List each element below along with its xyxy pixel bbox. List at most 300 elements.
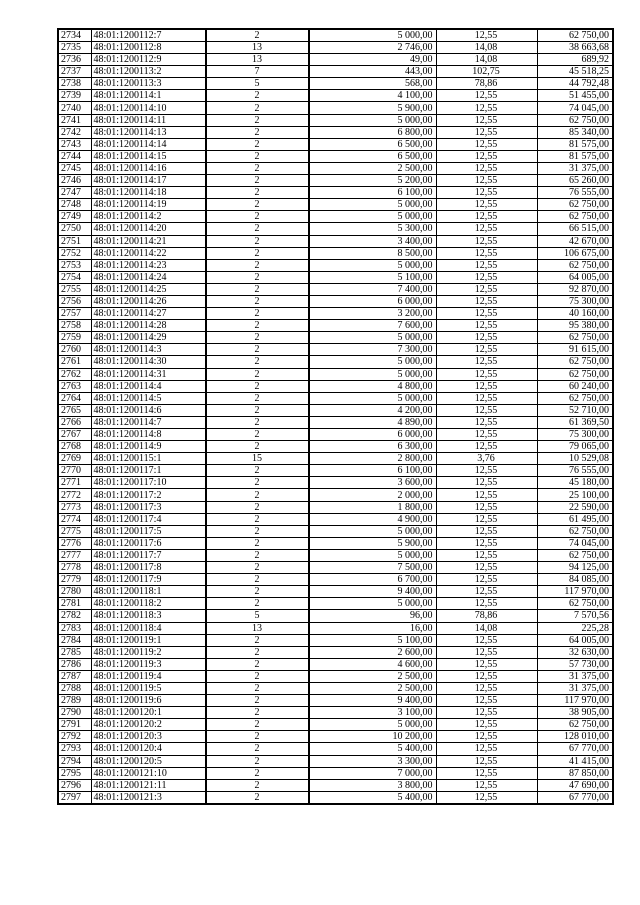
cadastral-number-cell: 48:01:1200114:11: [91, 114, 206, 126]
table-row: [58, 429, 613, 441]
row-number-cell: 2765: [58, 404, 91, 416]
table-row: [58, 295, 613, 307]
group-code-cell: 13: [206, 42, 309, 54]
row-number-cell: 2783: [58, 622, 91, 634]
area-cell: 7 600,00: [309, 320, 436, 332]
rate-cell: 12,55: [436, 102, 537, 114]
rate-cell: 12,55: [436, 114, 537, 126]
group-code-cell: 2: [206, 501, 309, 513]
cadastral-value-cell: 128 010,00: [537, 731, 613, 743]
rate-cell: 12,55: [436, 598, 537, 610]
cadastral-number-cell: 48:01:1200114:21: [91, 235, 206, 247]
row-number-cell: 2749: [58, 211, 91, 223]
cadastral-number-cell: 48:01:1200119:4: [91, 670, 206, 682]
row-number-cell: 2794: [58, 755, 91, 767]
area-cell: 3 100,00: [309, 707, 436, 719]
row-number-cell: 2796: [58, 779, 91, 791]
table-row: [58, 162, 613, 174]
cadastral-value-cell: 62 750,00: [537, 259, 613, 271]
group-code-cell: 2: [206, 283, 309, 295]
row-number-cell: 2739: [58, 90, 91, 102]
table-row: [58, 525, 613, 537]
group-code-cell: 2: [206, 90, 309, 102]
rate-cell: 12,55: [436, 779, 537, 791]
row-number-cell: 2770: [58, 465, 91, 477]
group-code-cell: 2: [206, 791, 309, 804]
group-code-cell: 2: [206, 235, 309, 247]
area-cell: 5 000,00: [309, 392, 436, 404]
row-number-cell: 2788: [58, 682, 91, 694]
area-cell: 5 000,00: [309, 114, 436, 126]
cadastral-value-cell: 74 045,00: [537, 537, 613, 549]
area-cell: 3 200,00: [309, 308, 436, 320]
area-cell: 8 500,00: [309, 247, 436, 259]
table-row: [58, 562, 613, 574]
cadastral-number-cell: 48:01:1200114:20: [91, 223, 206, 235]
rate-cell: 12,55: [436, 586, 537, 598]
cadastral-number-cell: 48:01:1200114:28: [91, 320, 206, 332]
group-code-cell: 2: [206, 126, 309, 138]
cadastral-number-cell: 48:01:1200117:4: [91, 513, 206, 525]
area-cell: 7 000,00: [309, 767, 436, 779]
group-code-cell: 2: [206, 368, 309, 380]
rate-cell: 12,55: [436, 247, 537, 259]
cadastral-value-cell: 61 369,50: [537, 416, 613, 428]
cadastral-number-cell: 48:01:1200117:8: [91, 562, 206, 574]
table-row: [58, 223, 613, 235]
group-code-cell: 2: [206, 549, 309, 561]
rate-cell: 12,55: [436, 670, 537, 682]
cadastral-value-cell: 65 260,00: [537, 175, 613, 187]
group-code-cell: 2: [206, 682, 309, 694]
row-number-cell: 2792: [58, 731, 91, 743]
rate-cell: 12,55: [436, 332, 537, 344]
rate-cell: 12,55: [436, 259, 537, 271]
table-row: [58, 90, 613, 102]
table-row: [58, 682, 613, 694]
area-cell: 5 000,00: [309, 368, 436, 380]
rate-cell: 12,55: [436, 501, 537, 513]
row-number-cell: 2782: [58, 610, 91, 622]
group-code-cell: 2: [206, 308, 309, 320]
rate-cell: 12,55: [436, 767, 537, 779]
group-code-cell: 2: [206, 320, 309, 332]
area-cell: 4 100,00: [309, 90, 436, 102]
cadastral-number-cell: 48:01:1200117:3: [91, 501, 206, 513]
table-row: [58, 513, 613, 525]
row-number-cell: 2779: [58, 574, 91, 586]
group-code-cell: 13: [206, 622, 309, 634]
table-row: [58, 743, 613, 755]
table-row: [58, 368, 613, 380]
rate-cell: 3,76: [436, 453, 537, 465]
cadastral-value-cell: 84 085,00: [537, 574, 613, 586]
cadastral-value-cell: 62 750,00: [537, 332, 613, 344]
area-cell: 3 400,00: [309, 235, 436, 247]
cadastral-value-cell: 62 750,00: [537, 199, 613, 211]
cadastral-number-cell: 48:01:1200112:7: [91, 29, 206, 42]
table-row: [58, 54, 613, 66]
table-row: [58, 707, 613, 719]
cadastral-value-cell: 51 455,00: [537, 90, 613, 102]
cadastral-number-cell: 48:01:1200119:3: [91, 658, 206, 670]
group-code-cell: 2: [206, 29, 309, 42]
area-cell: 4 200,00: [309, 404, 436, 416]
cadastral-value-cell: 62 750,00: [537, 114, 613, 126]
cadastral-value-cell: 62 750,00: [537, 211, 613, 223]
table-row: [58, 356, 613, 368]
cadastral-number-cell: 48:01:1200115:1: [91, 453, 206, 465]
table-row: [58, 42, 613, 54]
cadastral-value-cell: 32 630,00: [537, 646, 613, 658]
group-code-cell: 2: [206, 247, 309, 259]
table-row: [58, 126, 613, 138]
row-number-cell: 2761: [58, 356, 91, 368]
area-cell: 2 800,00: [309, 453, 436, 465]
cadastral-value-cell: 60 240,00: [537, 380, 613, 392]
group-code-cell: 2: [206, 670, 309, 682]
area-cell: 5 000,00: [309, 598, 436, 610]
rate-cell: 12,55: [436, 719, 537, 731]
cadastral-value-cell: 117 970,00: [537, 586, 613, 598]
area-cell: 3 800,00: [309, 779, 436, 791]
row-number-cell: 2784: [58, 634, 91, 646]
cadastral-value-cell: 117 970,00: [537, 695, 613, 707]
rate-cell: 12,55: [436, 416, 537, 428]
table-row: [58, 416, 613, 428]
cadastral-value-cell: 94 125,00: [537, 562, 613, 574]
cadastral-number-cell: 48:01:1200119:1: [91, 634, 206, 646]
row-number-cell: 2753: [58, 259, 91, 271]
group-code-cell: 2: [206, 719, 309, 731]
table-row: [58, 404, 613, 416]
row-number-cell: 2746: [58, 175, 91, 187]
table-row: [58, 78, 613, 90]
cadastral-number-cell: 48:01:1200117:5: [91, 525, 206, 537]
row-number-cell: 2763: [58, 380, 91, 392]
area-cell: 6 500,00: [309, 138, 436, 150]
row-number-cell: 2778: [58, 562, 91, 574]
rate-cell: 12,55: [436, 525, 537, 537]
group-code-cell: 2: [206, 138, 309, 150]
group-code-cell: 2: [206, 646, 309, 658]
row-number-cell: 2757: [58, 308, 91, 320]
cadastral-number-cell: 48:01:1200120:3: [91, 731, 206, 743]
cadastral-number-cell: 48:01:1200114:10: [91, 102, 206, 114]
group-code-cell: 2: [206, 356, 309, 368]
row-number-cell: 2789: [58, 695, 91, 707]
row-number-cell: 2759: [58, 332, 91, 344]
area-cell: 9 400,00: [309, 586, 436, 598]
table-row: [58, 719, 613, 731]
cadastral-number-cell: 48:01:1200114:29: [91, 332, 206, 344]
cadastral-value-cell: 74 045,00: [537, 102, 613, 114]
cadastral-number-cell: 48:01:1200114:3: [91, 344, 206, 356]
table-row: [58, 767, 613, 779]
cadastral-value-cell: 75 300,00: [537, 429, 613, 441]
group-code-cell: 2: [206, 392, 309, 404]
rate-cell: 12,55: [436, 682, 537, 694]
row-number-cell: 2737: [58, 66, 91, 78]
cadastral-value-cell: 75 300,00: [537, 295, 613, 307]
group-code-cell: 2: [206, 175, 309, 187]
cadastral-value-cell: 62 750,00: [537, 392, 613, 404]
area-cell: 6 800,00: [309, 126, 436, 138]
table-row: [58, 574, 613, 586]
area-cell: 5 000,00: [309, 719, 436, 731]
area-cell: 5 000,00: [309, 549, 436, 561]
table-row: [58, 380, 613, 392]
table-row: [58, 489, 613, 501]
rate-cell: 12,55: [436, 356, 537, 368]
group-code-cell: 2: [206, 380, 309, 392]
cadastral-value-cell: 64 005,00: [537, 634, 613, 646]
rate-cell: 12,55: [436, 634, 537, 646]
table-row: [58, 271, 613, 283]
area-cell: 5 000,00: [309, 356, 436, 368]
area-cell: 6 000,00: [309, 429, 436, 441]
row-number-cell: 2790: [58, 707, 91, 719]
group-code-cell: 2: [206, 223, 309, 235]
rate-cell: 12,55: [436, 283, 537, 295]
cadastral-value-cell: 64 005,00: [537, 271, 613, 283]
row-number-cell: 2787: [58, 670, 91, 682]
table-row: [58, 175, 613, 187]
cadastral-number-cell: 48:01:1200117:2: [91, 489, 206, 501]
row-number-cell: 2747: [58, 187, 91, 199]
table-row: [58, 477, 613, 489]
table-row: [58, 308, 613, 320]
cadastral-value-cell: 31 375,00: [537, 670, 613, 682]
group-code-cell: 2: [206, 162, 309, 174]
area-cell: 7 500,00: [309, 562, 436, 574]
rate-cell: 12,55: [436, 235, 537, 247]
row-number-cell: 2768: [58, 441, 91, 453]
cadastral-number-cell: 48:01:1200121:11: [91, 779, 206, 791]
row-number-cell: 2777: [58, 549, 91, 561]
area-cell: 5 000,00: [309, 29, 436, 42]
cadastral-value-cell: 92 870,00: [537, 283, 613, 295]
area-cell: 568,00: [309, 78, 436, 90]
cadastral-value-cell: 79 065,00: [537, 441, 613, 453]
cadastral-number-cell: 48:01:1200114:17: [91, 175, 206, 187]
rate-cell: 12,55: [436, 791, 537, 804]
cadastral-value-cell: 47 690,00: [537, 779, 613, 791]
cadastral-value-cell: 31 375,00: [537, 682, 613, 694]
cadastral-value-cell: 81 575,00: [537, 138, 613, 150]
table-row: [58, 731, 613, 743]
group-code-cell: 2: [206, 767, 309, 779]
row-number-cell: 2736: [58, 54, 91, 66]
rate-cell: 12,55: [436, 308, 537, 320]
area-cell: 16,00: [309, 622, 436, 634]
row-number-cell: 2791: [58, 719, 91, 731]
rate-cell: 12,55: [436, 707, 537, 719]
cadastral-value-cell: 7 570,56: [537, 610, 613, 622]
cadastral-number-cell: 48:01:1200114:6: [91, 404, 206, 416]
table-row: [58, 247, 613, 259]
rate-cell: 12,55: [436, 562, 537, 574]
cadastral-number-cell: 48:01:1200118:3: [91, 610, 206, 622]
area-cell: 2 600,00: [309, 646, 436, 658]
row-number-cell: 2752: [58, 247, 91, 259]
cadastral-value-cell: 62 750,00: [537, 719, 613, 731]
cadastral-number-cell: 48:01:1200114:7: [91, 416, 206, 428]
cadastral-value-cell: 76 555,00: [537, 187, 613, 199]
cadastral-number-cell: 48:01:1200119:6: [91, 695, 206, 707]
cadastral-number-cell: 48:01:1200114:19: [91, 199, 206, 211]
cadastral-value-cell: 76 555,00: [537, 465, 613, 477]
area-cell: 5 400,00: [309, 743, 436, 755]
row-number-cell: 2742: [58, 126, 91, 138]
cadastral-number-cell: 48:01:1200114:27: [91, 308, 206, 320]
table-row: [58, 598, 613, 610]
table-row: [58, 622, 613, 634]
area-cell: 2 500,00: [309, 162, 436, 174]
group-code-cell: 2: [206, 344, 309, 356]
area-cell: 443,00: [309, 66, 436, 78]
table-row: [58, 755, 613, 767]
table-row: [58, 465, 613, 477]
area-cell: 10 200,00: [309, 731, 436, 743]
rate-cell: 12,55: [436, 731, 537, 743]
cadastral-number-cell: 48:01:1200114:1: [91, 90, 206, 102]
area-cell: 1 800,00: [309, 501, 436, 513]
cadastral-number-cell: 48:01:1200114:5: [91, 392, 206, 404]
rate-cell: 12,55: [436, 344, 537, 356]
rate-cell: 12,55: [436, 404, 537, 416]
row-number-cell: 2780: [58, 586, 91, 598]
cadastral-value-cell: 61 495,00: [537, 513, 613, 525]
cadastral-number-cell: 48:01:1200114:14: [91, 138, 206, 150]
group-code-cell: 2: [206, 271, 309, 283]
cadastral-value-cell: 81 575,00: [537, 150, 613, 162]
cadastral-number-cell: 48:01:1200114:18: [91, 187, 206, 199]
group-code-cell: 5: [206, 610, 309, 622]
group-code-cell: 2: [206, 332, 309, 344]
cadastral-number-cell: 48:01:1200114:8: [91, 429, 206, 441]
cadastral-number-cell: 48:01:1200119:2: [91, 646, 206, 658]
row-number-cell: 2772: [58, 489, 91, 501]
cadastral-number-cell: 48:01:1200117:1: [91, 465, 206, 477]
cadastral-number-cell: 48:01:1200114:30: [91, 356, 206, 368]
rate-cell: 14,08: [436, 54, 537, 66]
cadastral-number-cell: 48:01:1200119:5: [91, 682, 206, 694]
row-number-cell: 2776: [58, 537, 91, 549]
row-number-cell: 2793: [58, 743, 91, 755]
group-code-cell: 2: [206, 562, 309, 574]
table-row: [58, 441, 613, 453]
group-code-cell: 2: [206, 574, 309, 586]
cadastral-number-cell: 48:01:1200117:10: [91, 477, 206, 489]
table-row: [58, 646, 613, 658]
cadastral-number-cell: 48:01:1200114:22: [91, 247, 206, 259]
row-number-cell: 2740: [58, 102, 91, 114]
rate-cell: 12,55: [436, 211, 537, 223]
rate-cell: 12,55: [436, 489, 537, 501]
table-row: [58, 211, 613, 223]
table-row: [58, 634, 613, 646]
group-code-cell: 2: [206, 102, 309, 114]
cadastral-value-cell: 38 905,00: [537, 707, 613, 719]
table-row: [58, 320, 613, 332]
table-row: [58, 791, 613, 804]
area-cell: 7 400,00: [309, 283, 436, 295]
row-number-cell: 2758: [58, 320, 91, 332]
rate-cell: 12,55: [436, 658, 537, 670]
group-code-cell: 2: [206, 429, 309, 441]
area-cell: 2 000,00: [309, 489, 436, 501]
row-number-cell: 2775: [58, 525, 91, 537]
cadastral-number-cell: 48:01:1200114:16: [91, 162, 206, 174]
area-cell: 5 900,00: [309, 537, 436, 549]
area-cell: 3 600,00: [309, 477, 436, 489]
cadastral-value-cell: 62 750,00: [537, 525, 613, 537]
row-number-cell: 2769: [58, 453, 91, 465]
group-code-cell: 2: [206, 295, 309, 307]
cadastral-number-cell: 48:01:1200118:2: [91, 598, 206, 610]
row-number-cell: 2734: [58, 29, 91, 42]
cadastral-number-cell: 48:01:1200114:15: [91, 150, 206, 162]
cadastral-value-cell: 31 375,00: [537, 162, 613, 174]
group-code-cell: 2: [206, 779, 309, 791]
group-code-cell: 2: [206, 731, 309, 743]
cadastral-number-cell: 48:01:1200114:31: [91, 368, 206, 380]
cadastral-number-cell: 48:01:1200114:9: [91, 441, 206, 453]
cadastral-number-cell: 48:01:1200114:24: [91, 271, 206, 283]
rate-cell: 14,08: [436, 42, 537, 54]
rate-cell: 12,55: [436, 271, 537, 283]
rate-cell: 12,55: [436, 150, 537, 162]
table-row: [58, 501, 613, 513]
group-code-cell: 2: [206, 743, 309, 755]
area-cell: 5 000,00: [309, 199, 436, 211]
rate-cell: 12,55: [436, 477, 537, 489]
rate-cell: 12,55: [436, 199, 537, 211]
row-number-cell: 2754: [58, 271, 91, 283]
group-code-cell: 2: [206, 114, 309, 126]
group-code-cell: 2: [206, 465, 309, 477]
row-number-cell: 2795: [58, 767, 91, 779]
row-number-cell: 2755: [58, 283, 91, 295]
cadastral-value-cell: 62 750,00: [537, 598, 613, 610]
cadastral-number-cell: 48:01:1200120:1: [91, 707, 206, 719]
rate-cell: 78,86: [436, 78, 537, 90]
rate-cell: 12,55: [436, 380, 537, 392]
cadastral-number-cell: 48:01:1200120:4: [91, 743, 206, 755]
rate-cell: 12,55: [436, 320, 537, 332]
row-number-cell: 2744: [58, 150, 91, 162]
rate-cell: 78,86: [436, 610, 537, 622]
group-code-cell: 2: [206, 513, 309, 525]
rate-cell: 12,55: [436, 295, 537, 307]
cadastral-number-cell: 48:01:1200117:9: [91, 574, 206, 586]
area-cell: 2 500,00: [309, 682, 436, 694]
rate-cell: 12,55: [436, 441, 537, 453]
area-cell: 6 500,00: [309, 150, 436, 162]
group-code-cell: 2: [206, 187, 309, 199]
table-row: [58, 187, 613, 199]
table-row: [58, 537, 613, 549]
row-number-cell: 2735: [58, 42, 91, 54]
cadastral-value-cell: 91 615,00: [537, 344, 613, 356]
area-cell: 6 700,00: [309, 574, 436, 586]
table-row: [58, 332, 613, 344]
group-code-cell: 13: [206, 54, 309, 66]
area-cell: 5 000,00: [309, 525, 436, 537]
rate-cell: 12,55: [436, 368, 537, 380]
cadastral-value-cell: 57 730,00: [537, 658, 613, 670]
